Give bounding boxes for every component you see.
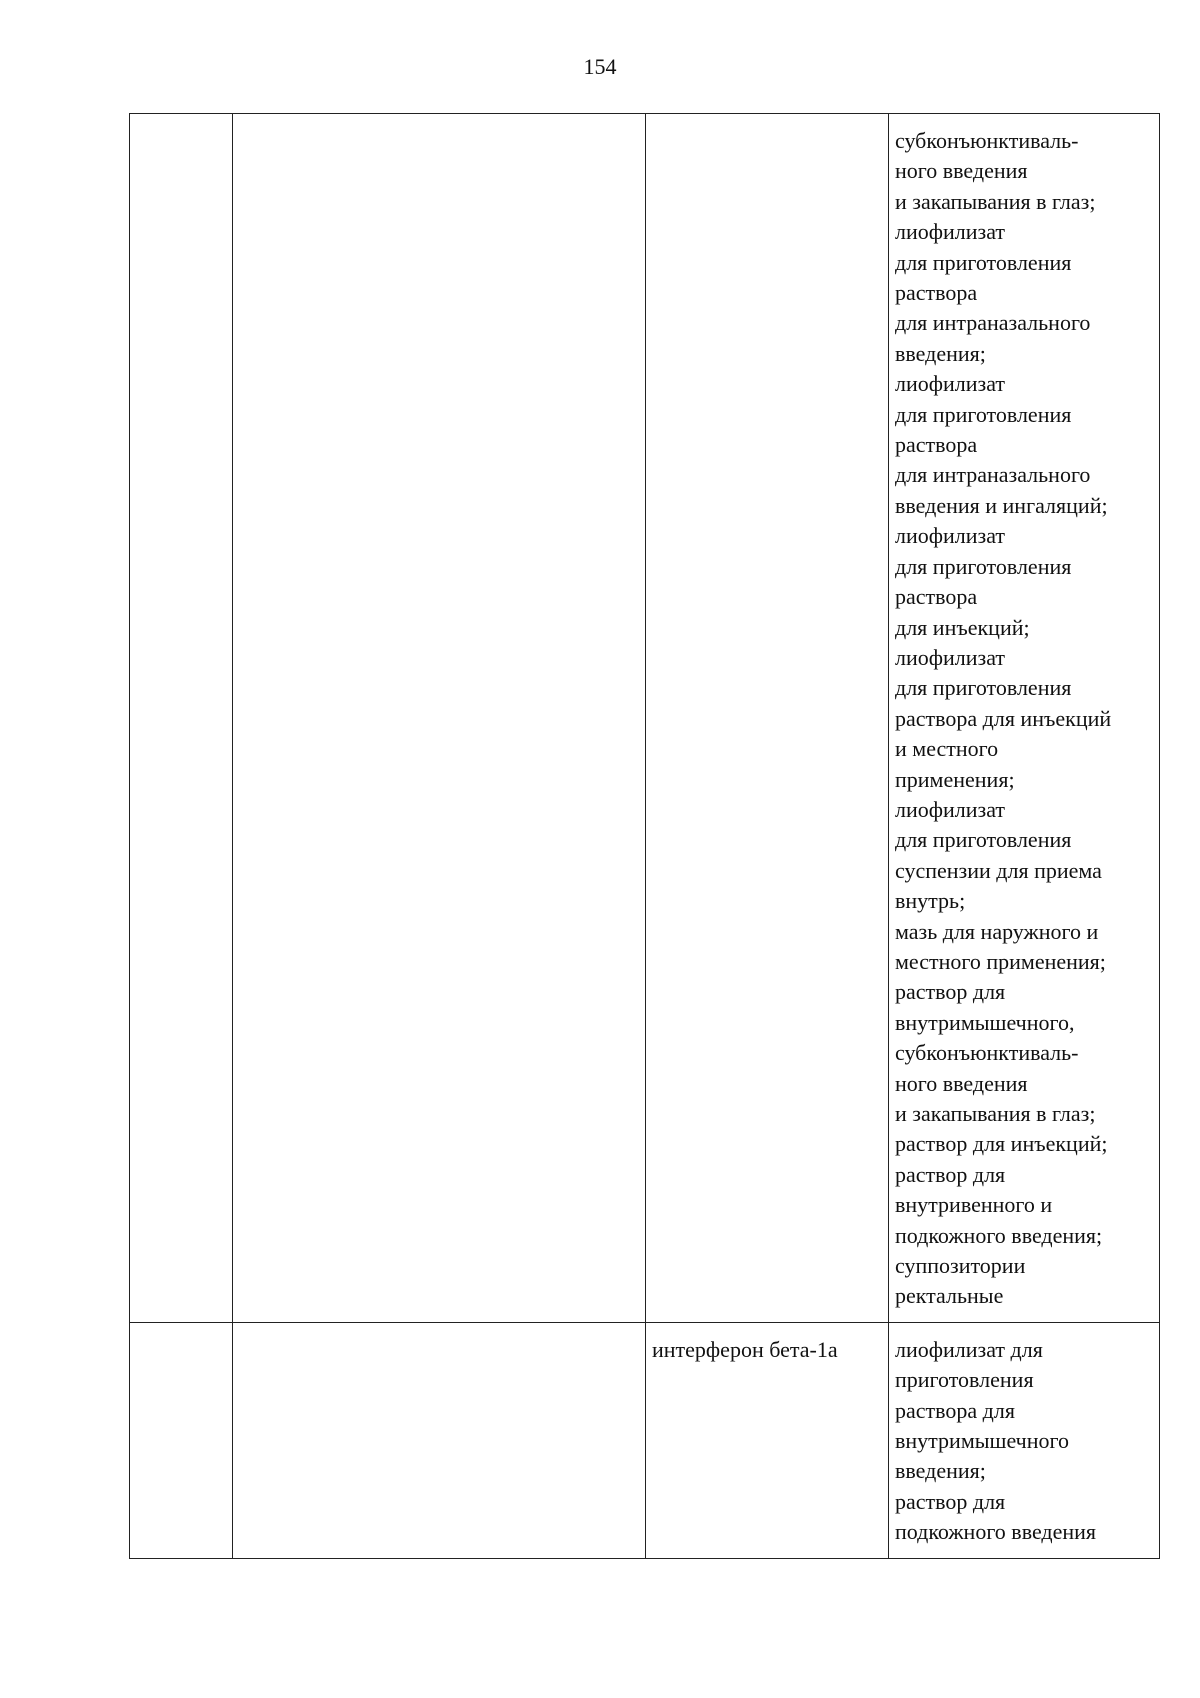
dosage-form-line: местного применения; (895, 948, 1106, 974)
dosage-form-line: ного введения (895, 1070, 1028, 1096)
page-number: 154 (583, 54, 617, 79)
dosage-form-line: субконъюнктиваль- (895, 128, 1079, 153)
atc-code-cell (130, 114, 233, 1323)
dosage-form-line: и местного (895, 736, 999, 762)
dosage-form-line: введения и ингаляций; (895, 492, 1108, 518)
dosage-form-line: ного введения (895, 158, 1028, 184)
dosage-form-line: внутримышечного, (895, 1009, 1075, 1035)
dosage-form-line: лиофилизат (895, 219, 1006, 245)
atc-code-cell (130, 1322, 233, 1558)
table-row (130, 114, 1160, 1323)
dosage-form-line: для приготовления (895, 553, 1072, 579)
dosage-form-line: введения; (895, 340, 986, 366)
dosage-form-line: раствора для инъекций (895, 705, 1112, 731)
table-row (130, 1322, 1160, 1558)
dosage-form-line: для приготовления (895, 827, 1072, 853)
dosage-forms-cell (889, 114, 1160, 1323)
dosage-forms-cell (889, 1322, 1160, 1558)
dosage-form-line: внутрь; (895, 888, 966, 914)
drug-name-cell (646, 114, 889, 1323)
dosage-form-line: лиофилизат (895, 523, 1006, 549)
dosage-form-line: раствор для (895, 1161, 1006, 1187)
dosage-form-line: раствора (895, 432, 978, 458)
dosage-form-line: для приготовления (895, 401, 1072, 427)
dosage-form-line: и закапывания в глаз; (895, 188, 1096, 214)
dosage-form-line: приготовления (895, 1367, 1034, 1393)
dosage-form-line: для приготовления (895, 249, 1072, 275)
dosage-form-line: раствора (895, 280, 978, 306)
dosage-form-line: мазь для наружного и (895, 918, 1099, 944)
dosage-form-line: субконъюнктиваль- (895, 1040, 1079, 1066)
dosage-form-line: внутривенного и (895, 1192, 1053, 1218)
dosage-form-line: для инъекций; (895, 614, 1030, 640)
dosage-form-line: лиофилизат (895, 644, 1006, 670)
dosage-form-line: суспензии для приема (895, 857, 1102, 883)
dosage-form-line: раствор для инъекций; (895, 1131, 1108, 1157)
dosage-form-line: и закапывания в глаз; (895, 1101, 1096, 1126)
dosage-form-line: раствор для (895, 1488, 1006, 1514)
dosage-form-line: для приготовления (895, 675, 1072, 701)
dosage-form-line: лиофилизат (895, 371, 1006, 397)
dosage-form-line: суппозитории (895, 1253, 1026, 1279)
dosage-form-line: раствора для (895, 1397, 1015, 1423)
dosage-form-line: ректальные (895, 1283, 1004, 1309)
dosage-form-line: для интраназального (895, 310, 1091, 336)
dosage-form-line: внутримышечного (895, 1428, 1069, 1454)
drug-table (129, 113, 1160, 1559)
dosage-form-line: лиофилизат для (895, 1336, 1043, 1362)
dosage-form-line: раствор для (895, 979, 1006, 1005)
dosage-form-line: подкожного введения (895, 1519, 1097, 1545)
dosage-form-line: применения; (895, 766, 1015, 792)
dosage-form-line: раствора (895, 584, 978, 610)
dosage-form-line: лиофилизат (895, 796, 1006, 822)
drug-name-cell: интерферон бета-1a (646, 1322, 889, 1558)
dosage-form-line: для интраназального (895, 462, 1091, 488)
dosage-form-line: введения; (895, 1458, 986, 1484)
group-name-cell (233, 1322, 646, 1558)
dosage-form-line: подкожного введения; (895, 1222, 1103, 1248)
group-name-cell (233, 114, 646, 1323)
